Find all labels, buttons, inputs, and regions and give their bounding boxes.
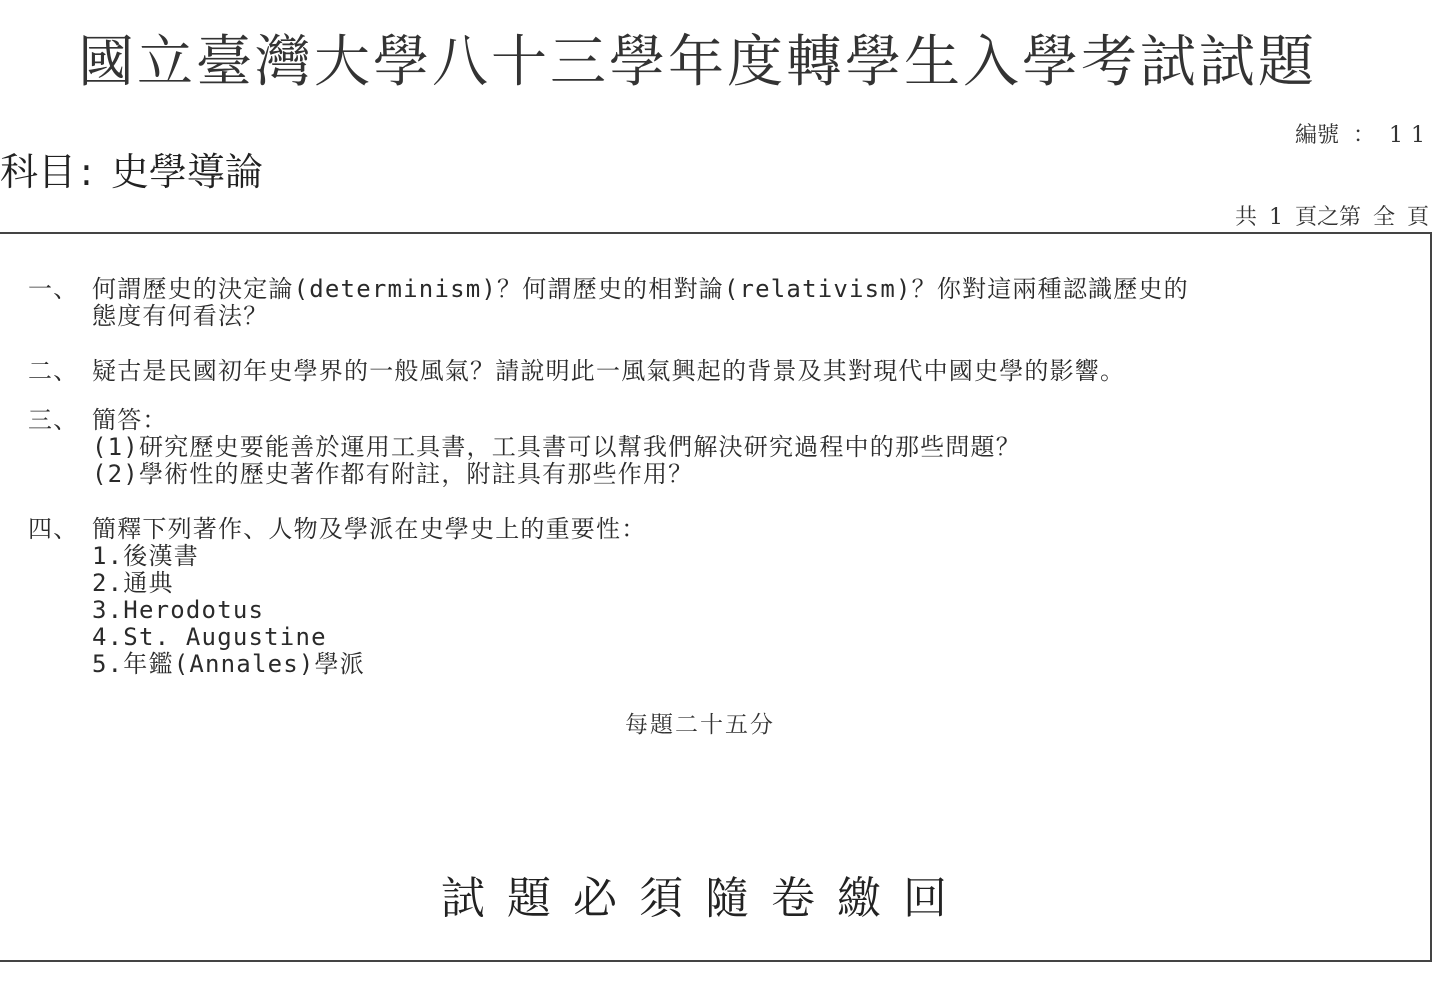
subject-value: 史學導論: [110, 150, 263, 194]
exam-title: 國立臺灣大學八十三學年度轉學生入學考試試題: [78, 30, 1317, 95]
page-total: 1: [1268, 205, 1283, 230]
question-4-item-5: 5.年鑑(Annales)學派: [92, 650, 365, 678]
question-1-line1: 何謂歷史的決定論(determinism)？何謂歷史的相對論(relativism)？你對這兩種認識歷史的: [92, 275, 1189, 303]
question-4-item-1: 1.後漢書: [92, 542, 199, 570]
question-3-line1: 簡答：: [92, 406, 168, 434]
subject-label: 科目: [0, 150, 77, 194]
question-1: [28, 276, 1189, 330]
question-2-line1: 疑古是民國初年史學界的一般風氣？請說明此一風氣興起的背景及其對現代中國史學的影響。: [92, 357, 1126, 385]
question-3-sub2: (2)學術性的歷史著作都有附註，附註具有那些作用？: [92, 460, 694, 488]
question-2: [28, 358, 1125, 385]
question-4: [28, 516, 646, 678]
question-3-number: 三、: [28, 406, 79, 434]
return-notice: 試題必須隨卷繳回: [441, 873, 969, 924]
question-2-number: 二、: [28, 357, 79, 385]
question-4-item-4: 4.St. Augustine: [92, 623, 327, 651]
page-suffix: 頁之第: [1294, 205, 1361, 230]
exam-code: [1295, 118, 1433, 149]
question-4-number: 四、: [28, 515, 79, 543]
question-1-number: 一、: [28, 275, 79, 303]
subject-line: [0, 148, 263, 196]
exam-code-colon: ：: [1352, 123, 1375, 148]
question-3-sub1: (1)研究歷史要能善於運用工具書，工具書可以幫我們解決研究過程中的那些問題？: [92, 433, 1021, 461]
page-end: 頁: [1406, 205, 1429, 230]
page-current: 全: [1372, 205, 1395, 230]
question-4-line1: 簡釋下列著作、人物及學派在史學史上的重要性：: [92, 515, 647, 543]
question-3: [28, 407, 1021, 488]
exam-code-value: 11: [1389, 123, 1433, 148]
page-prefix: 共: [1234, 205, 1257, 230]
subject-colon: :: [80, 150, 93, 194]
page-info: [1229, 200, 1435, 231]
question-1-line2: 態度有何看法？: [92, 302, 269, 330]
question-4-item-3: 3.Herodotus: [92, 596, 265, 624]
question-4-item-2: 2.通典: [92, 569, 174, 597]
exam-code-label: 編號: [1294, 123, 1339, 148]
score-note: 每題二十五分: [625, 712, 775, 738]
